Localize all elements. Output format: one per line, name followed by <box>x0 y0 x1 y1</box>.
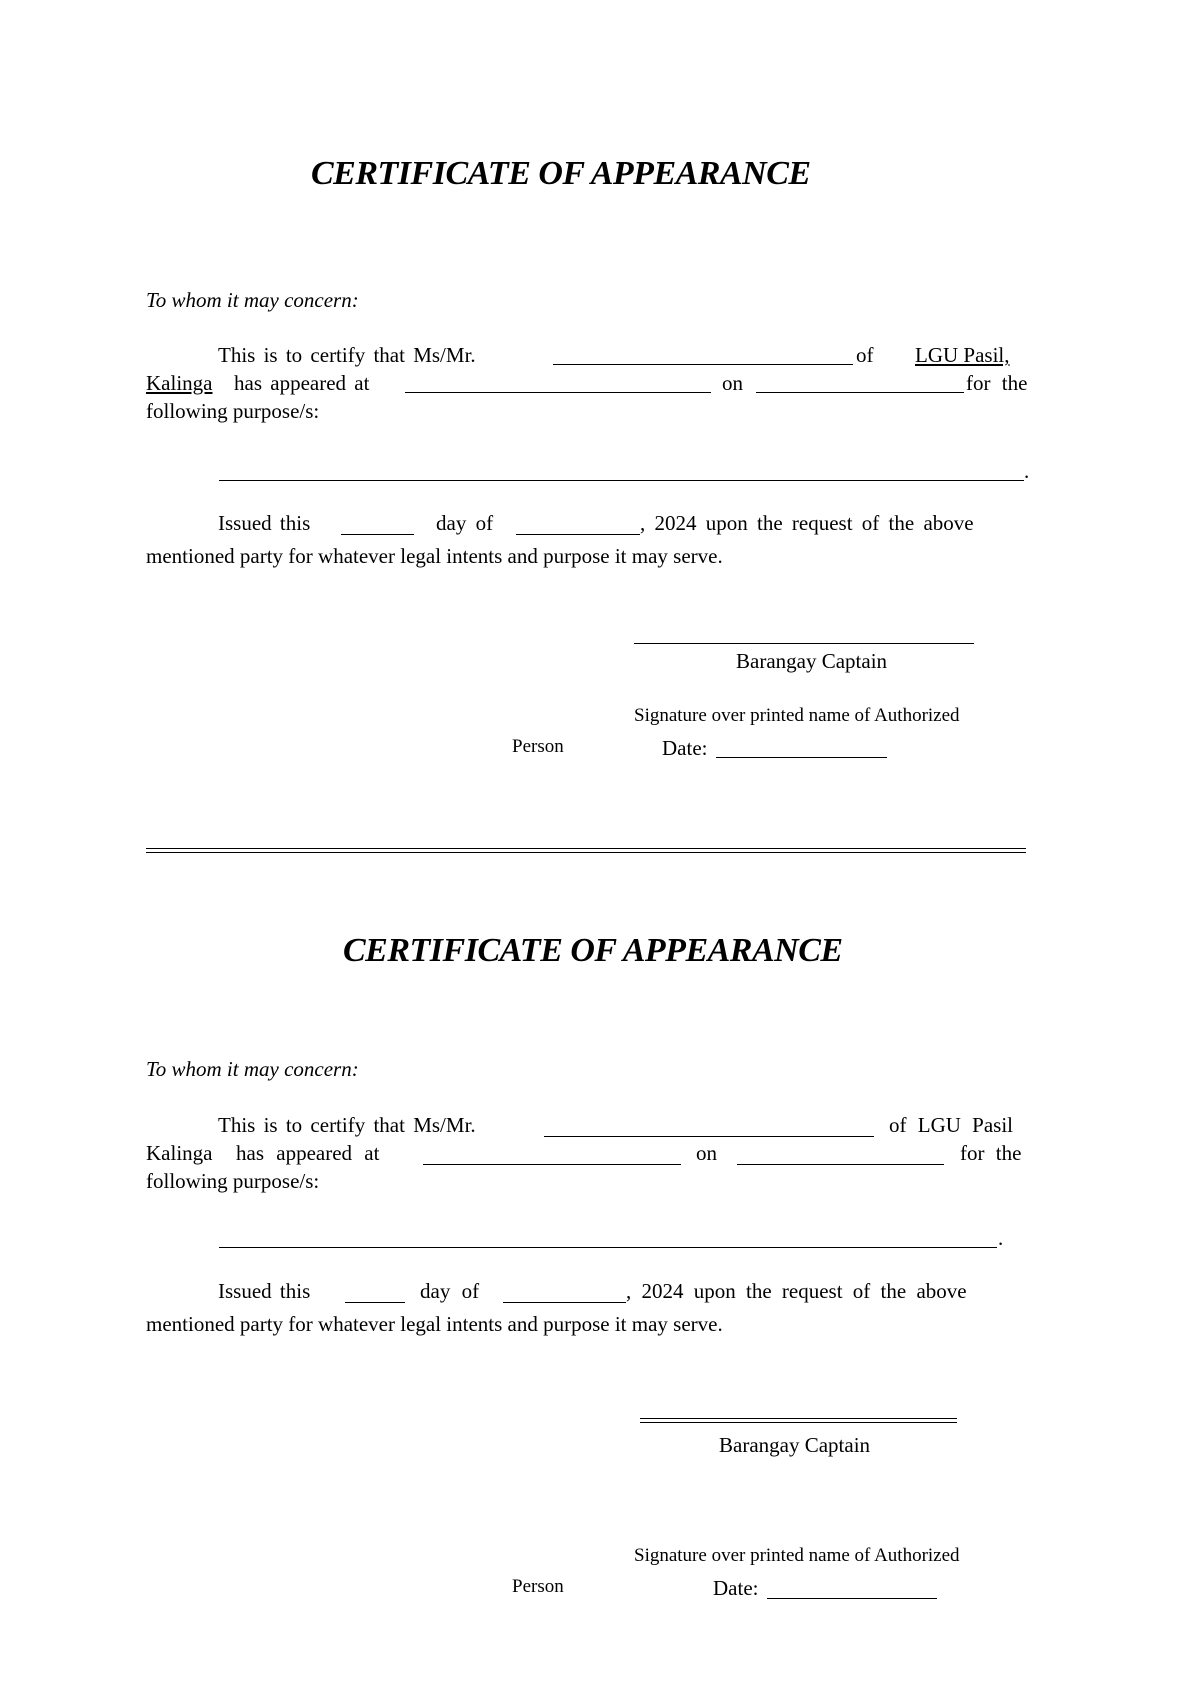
captain-label: Barangay Captain <box>736 649 888 673</box>
for-the-text: for the <box>960 1141 1022 1165</box>
purposes-text: following purpose/s: <box>146 399 320 423</box>
day-of-text: day of <box>436 511 494 535</box>
lgu-text: LGU Pasil, <box>915 343 1010 367</box>
closing-text: mentioned party for whatever legal intents and purpose it may serve. <box>146 544 723 568</box>
purpose-blank <box>219 1247 997 1248</box>
name-blank <box>544 1136 874 1137</box>
place-blank <box>405 392 711 393</box>
cut-separator <box>146 848 1026 853</box>
date-label: Date: <box>713 1576 759 1600</box>
day-blank <box>341 534 414 535</box>
person-label: Person <box>512 736 564 757</box>
of-lgu-text: of LGU Pasil <box>889 1113 1013 1137</box>
kalinga-text: Kalinga <box>146 371 213 395</box>
closing-text: mentioned party for whatever legal intents and purpose it may serve. <box>146 1312 723 1336</box>
on-text: on <box>696 1141 717 1165</box>
certificate-title: CERTIFICATE OF APPEARANCE <box>311 155 811 192</box>
of-text: of <box>856 343 874 367</box>
kalinga-text: Kalinga <box>146 1141 213 1165</box>
name-blank <box>553 364 853 365</box>
purpose-blank <box>219 480 1024 481</box>
purpose-period: . <box>1024 459 1030 483</box>
date-label: Date: <box>662 736 708 760</box>
purpose-period: . <box>998 1226 1004 1250</box>
captain-label: Barangay Captain <box>719 1433 871 1457</box>
for-the-text: for the <box>966 371 1028 395</box>
day-blank <box>345 1302 405 1303</box>
certificate-title: CERTIFICATE OF APPEARANCE <box>343 932 843 969</box>
appeared-text: has appeared at <box>236 1141 380 1165</box>
date-blank <box>737 1164 944 1165</box>
month-blank <box>503 1302 626 1303</box>
signature-line <box>634 643 974 644</box>
day-of-text: day of <box>420 1279 480 1303</box>
issued-text: Issued this <box>218 1279 311 1303</box>
certify-text: This is to certify that Ms/Mr. <box>218 1113 476 1137</box>
salutation: To whom it may concern: <box>146 288 359 312</box>
year-text: , 2024 upon the request of the above <box>640 511 974 535</box>
purposes-text: following purpose/s: <box>146 1169 320 1193</box>
person-label: Person <box>512 1576 564 1597</box>
signature-label: Signature over printed name of Authorized <box>634 705 960 726</box>
on-text: on <box>722 371 743 395</box>
month-blank <box>516 534 640 535</box>
salutation: To whom it may concern: <box>146 1057 359 1081</box>
issued-text: Issued this <box>218 511 311 535</box>
signature-label: Signature over printed name of Authorized <box>634 1545 960 1566</box>
year-text: , 2024 upon the request of the above <box>626 1279 967 1303</box>
date-blank <box>756 392 964 393</box>
signature-line <box>640 1418 957 1423</box>
sign-date-blank <box>767 1598 937 1599</box>
place-blank <box>423 1164 681 1165</box>
sign-date-blank <box>716 757 887 758</box>
certify-text: This is to certify that Ms/Mr. <box>218 343 476 367</box>
appeared-text: has appeared at <box>234 371 370 395</box>
